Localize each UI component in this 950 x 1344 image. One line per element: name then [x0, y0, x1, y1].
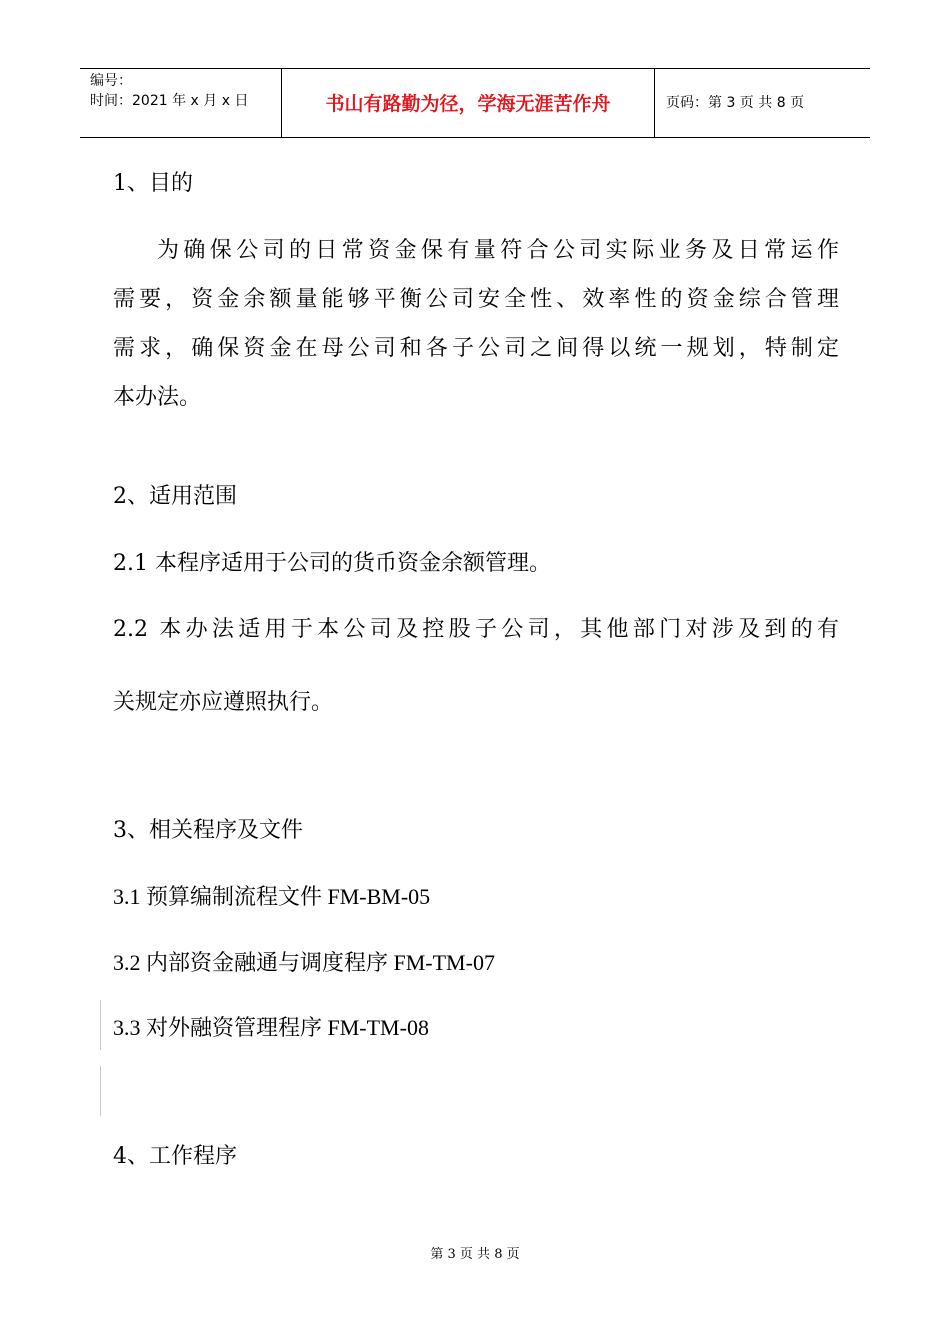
page-header — [80, 68, 870, 138]
header-left-cell — [80, 69, 281, 137]
section-2-item-2-continuation: 关规定亦应遵照执行。 — [113, 690, 334, 715]
section-3-item-1: 3.1 预算编制流程文件 FM-BM-05 — [113, 884, 431, 909]
header-date-label: 时间：2021 年 x 月 x 日 — [90, 93, 249, 109]
margin-change-bar — [100, 1066, 101, 1116]
page-footer: 第 3 页 共 8 页 — [430, 1247, 520, 1262]
section-1-paragraph-line: 为确保公司的日常资金保有量符合公司实际业务及日常运作 — [157, 238, 839, 263]
section-1-paragraph — [113, 226, 839, 422]
header-center-cell — [281, 69, 655, 137]
section-2-item-2 — [113, 605, 839, 654]
section-3-item-3: 3.3 对外融资管理程序 FM-TM-08 — [113, 1015, 429, 1040]
header-number-label: 编号： — [90, 73, 132, 89]
section-1-heading: 1、目的 — [113, 171, 193, 196]
section-1-paragraph-line: 需求，确保资金在母公司和各子公司之间得以统一规划，特制定 — [113, 336, 839, 361]
header-right-cell — [654, 69, 870, 137]
section-1-paragraph-line: 本办法。 — [113, 385, 202, 410]
margin-change-bar — [100, 1000, 101, 1050]
section-4-heading: 4、工作程序 — [113, 1144, 237, 1169]
header-page-label: 页码：第 3 页 共 8 页 — [666, 95, 805, 111]
section-2-heading: 2、适用范围 — [113, 484, 237, 509]
section-2-item-2-line: 2.2 本办法适用于本公司及控股子公司，其他部门对涉及到的有 — [113, 617, 839, 642]
section-3-item-2: 3.2 内部资金融通与调度程序 FM-TM-07 — [113, 950, 495, 975]
section-2-item-1: 2.1 本程序适用于公司的货币资金余额管理。 — [113, 551, 551, 576]
header-motto: 书山有路勤为径，学海无涯苦作舟 — [325, 93, 611, 115]
section-3-heading: 3、相关程序及文件 — [113, 818, 303, 843]
section-1-paragraph-line: 需要，资金余额量能够平衡公司安全性、效率性的资金综合管理 — [113, 287, 839, 312]
